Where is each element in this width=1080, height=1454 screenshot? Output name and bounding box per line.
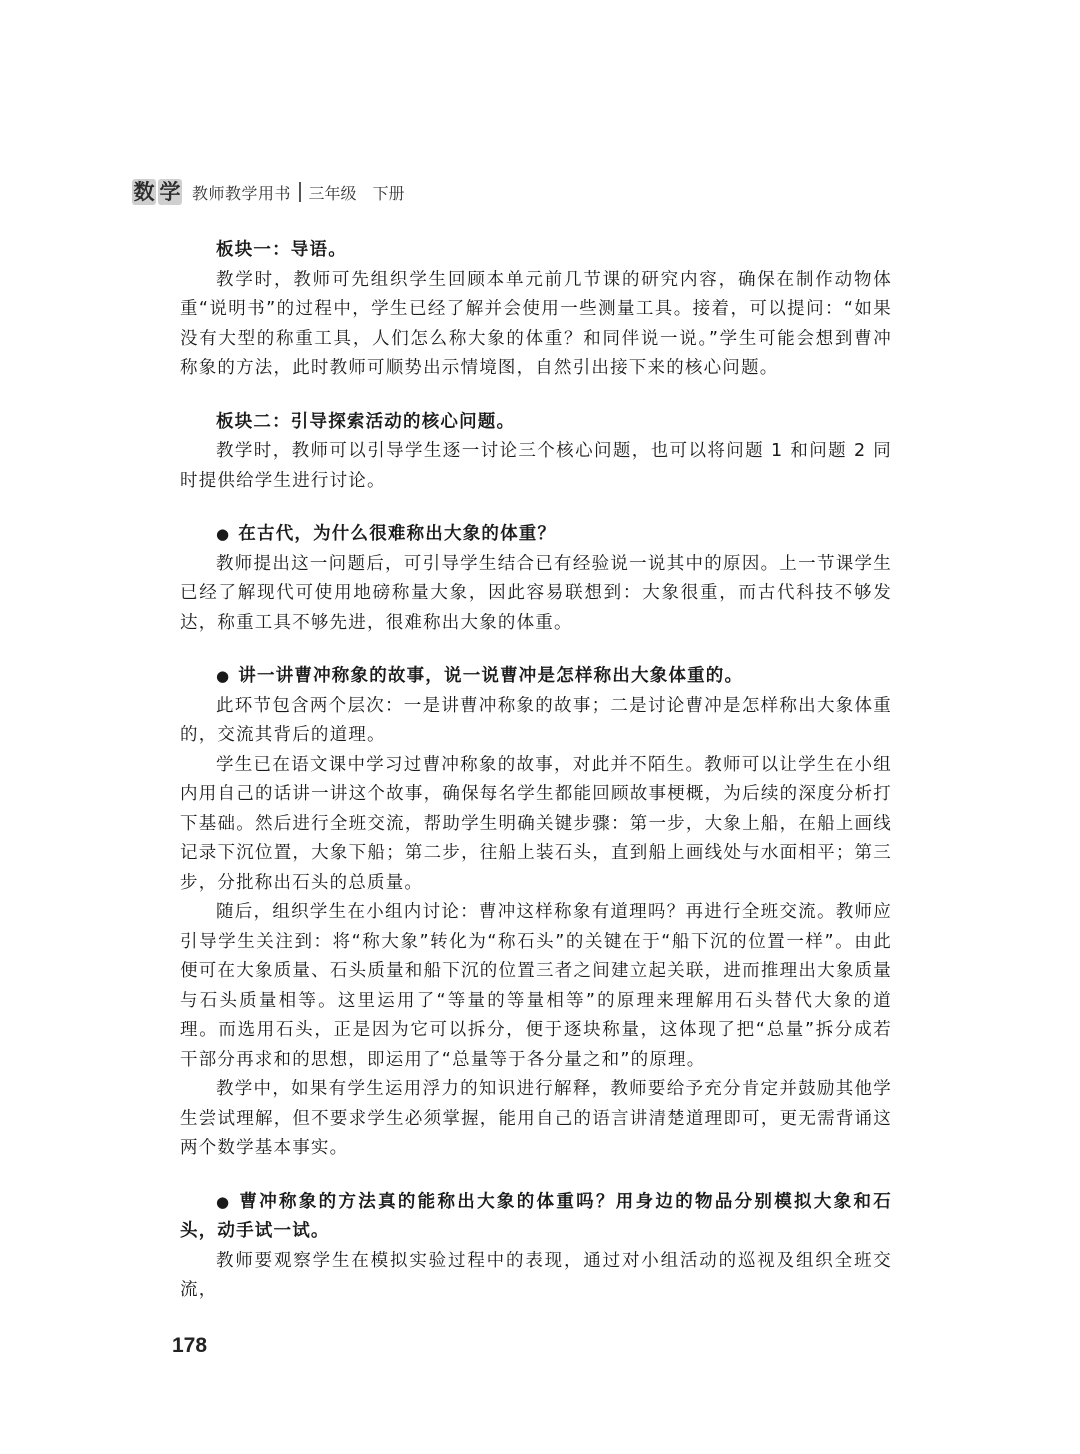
- bullet-icon: ●: [216, 667, 231, 685]
- header-divider: [299, 182, 301, 202]
- paragraph: 此环节包含两个层次：一是讲曹冲称象的故事；二是讨论曹冲是怎样称出大象体重的，交流其背后的道理。: [180, 695, 892, 745]
- paragraph: 随后，组织学生在小组内讨论：曹冲这样称象有道理吗？再进行全班交流。教师应引导学生关注到：将“称大象”转化为“称石头”的关键在于“船下沉的位置一样”。由此便可在大象质量、石头质量和船下沉的位置三者之间建立起关联，进而推理出大象质量与石头质量相等。这里运用了“等量的等量相等”的原理来理解用石头替代大象的道理。而选用石头，正是因为它可以拆分，便于逐块称量，这体现了把“总量”拆分成若干部分再求和的思想，即运用了“总量等于各分量之和”的原理。: [180, 902, 892, 1070]
- paragraph: 教学时，教师可以引导学生逐一讨论三个核心问题，也可以将问题 1 和问题 2 同时提供给学生进行讨论。: [180, 441, 892, 491]
- question-heading: [180, 1188, 892, 1247]
- subject-badge: [132, 179, 184, 205]
- paragraph: 学生已在语文课中学习过曹冲称象的故事，对此并不陌生。教师可以让学生在小组内用自己的话讲一讲这个故事，确保每名学生都能回顾故事梗概，为后续的深度分析打下基础。然后进行全班交流，帮助学生明确关键步骤：第一步，大象上船，在船上画线记录下沉位置，大象下船；第二步，往船上装石头，直到船上画线处与水面相平；第三步，分批称出石头的总质量。: [180, 754, 892, 893]
- paragraph: 教学时，教师可先组织学生回顾本单元前几节课的研究内容，确保在制作动物体重“说明书”的过程中，学生已经了解并会使用一些测量工具。接着，可以提问：“如果没有大型的称重工具，人们怎么称大象的体重？和同伴说一说。”学生可能会想到曹冲称象的方法，此时教师可顺势出示情境图，自然引出接下来的核心问题。: [180, 269, 892, 378]
- bullet-icon: ●: [216, 1192, 232, 1211]
- subject-char: 学: [159, 179, 181, 204]
- question-heading: [180, 662, 892, 692]
- grade-label: 三年级 下册: [308, 183, 405, 203]
- subject-char: 数: [133, 179, 155, 204]
- section-heading: 板块二：引导探索活动的核心问题。: [216, 411, 516, 432]
- page-number: 178: [172, 1334, 208, 1357]
- paragraph: 教学中，如果有学生运用浮力的知识进行解释，教师要给予充分肯定并鼓励其他学生尝试理解，但不要求学生必须掌握，能用自己的语言讲清楚道理即可，更无需背诵这两个数学基本事实。: [180, 1079, 892, 1158]
- paragraph: 教师提出这一问题后，可引导学生结合已有经验说一说其中的原因。上一节课学生已经了解现代可使用地磅称量大象，因此容易联想到：大象很重，而古代科技不够发达，称重工具不够先进，很难称出大象的体重。: [180, 553, 892, 633]
- question-text: 曹冲称象的方法真的能称出大象的体重吗？用身边的物品分别模拟大象和石头，动手试一试。: [180, 1191, 892, 1241]
- page-header: [132, 176, 405, 208]
- bullet-icon: ●: [216, 525, 231, 543]
- paragraph: 教师要观察学生在模拟实验过程中的表现，通过对小组活动的巡视及组织全班交流，: [180, 1250, 892, 1300]
- page-body: [180, 236, 892, 1306]
- section-heading: 板块一：导语。: [216, 240, 347, 260]
- question-heading: [180, 520, 892, 550]
- question-text: 讲一讲曹冲称象的故事，说一说曹冲是怎样称出大象体重的。: [238, 666, 744, 686]
- book-title: 教师教学用书: [192, 183, 292, 203]
- question-text: 在古代，为什么很难称出大象的体重？: [238, 524, 557, 544]
